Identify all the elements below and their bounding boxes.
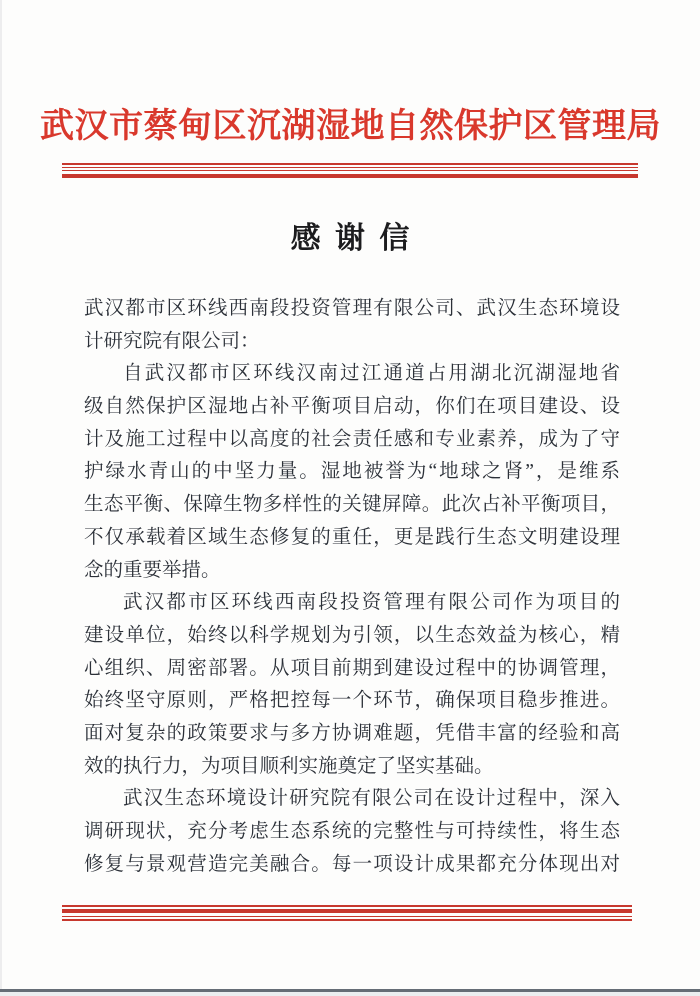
- body-line: 效的执行力，为项目顺利实施奠定了坚实基础。: [84, 755, 494, 777]
- body-line: 面对复杂的政策要求与多方协调难题，凭借丰富的经验和高: [84, 722, 620, 744]
- body-line: 级自然保护区湿地占补平衡项目启动，你们在项目建设、设: [84, 396, 620, 418]
- footer-rule: [62, 905, 632, 921]
- letterhead-rule: [62, 163, 638, 178]
- body-line: 修复与景观营造完美融合。每一项设计成果都充分体现出对: [84, 853, 620, 875]
- body-line: 武汉生态环境设计研究院有限公司在设计过程中，深入: [123, 788, 620, 810]
- body-line: 不仅承载着区域生态修复的重任，更是践行生态文明建设理: [84, 526, 620, 548]
- letter-title: 感谢信: [290, 222, 424, 255]
- letterhead-title: 武汉市蔡甸区沉湖湿地自然保护区管理局: [40, 107, 661, 145]
- body-line: 调研现状，充分考虑生态系统的完整性与可持续性，将生态: [84, 821, 620, 842]
- body-line: 心组织、周密部署。从项目前期到建设过程中的协调管理，: [84, 657, 620, 679]
- body-line: 自武汉都市区环线汉南过江通道占用湖北沉湖湿地省: [123, 363, 620, 385]
- scan-bottom-shadow: [0, 992, 700, 996]
- scan-left-edge: [0, 0, 2, 996]
- body-line: 生态平衡、保障生物多样性的关键屏障。此次占补平衡项目，: [84, 494, 620, 516]
- body-line: 武汉都市区环线西南段投资管理有限公司作为项目的: [123, 592, 620, 614]
- body-line: 武汉都市区环线西南段投资管理有限公司、武汉生态环境设: [84, 298, 620, 319]
- body-line: 计及施工过程中以高度的社会责任感和专业素养，成为了守: [84, 428, 620, 450]
- body-line: 护绿水青山的中坚力量。湿地被誉为“地球之肾”，是维系: [84, 461, 620, 483]
- body-text: [84, 293, 620, 881]
- body-line: 计研究院有限公司：: [84, 330, 260, 352]
- body-line: 始终坚守原则，严格把控每一个环节，确保项目稳步推进。: [84, 690, 620, 712]
- body-line: 念的重要举措。: [84, 559, 221, 581]
- body-line: 建设单位，始终以科学规划为引领，以生态效益为核心，精: [84, 624, 620, 646]
